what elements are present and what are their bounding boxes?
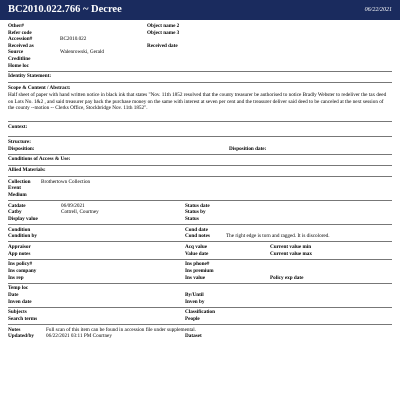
accession-label: Accession# <box>8 36 33 43</box>
appraisor-label: Appraisor <box>8 243 31 250</box>
divider <box>8 200 392 201</box>
condition-by-label: Condition by <box>8 233 37 240</box>
allied-materials-label: Allied Materials: <box>8 167 46 174</box>
divider <box>8 71 392 72</box>
notes-value: Full scan of this item can be found in accession file under supplemental. <box>46 326 196 333</box>
divider <box>8 324 392 325</box>
inventory-date-label: Inven date <box>8 298 32 305</box>
scope-content-text: Half sheet of paper with hand written notice in black ink that states "Nov. 11th 1852 resolved that the county treasurer be authorised to notice Bradly Webster to redeliver the tax deed on Lots No. 1&2 , and said treasurer pay back the purchase money on the same with interest at seven per cent and the treasurer deliver said deed to be canceled at the next session of the county --motion -- Clerks Office, Stockbridge Nov. 11th 1852". <box>8 92 387 112</box>
ins-policy-label: Ins policy# <box>8 261 33 268</box>
refer-code-label: Refer code <box>8 29 32 36</box>
ins-phone-label: Ins phone# <box>185 261 210 268</box>
app-notes-label: App notes <box>8 250 31 257</box>
collection-value: Brothertown Collection <box>41 178 91 185</box>
acq-value-label: Acq value <box>185 243 208 250</box>
classification-label: Classification <box>185 309 215 316</box>
cond-date-label: Cond date <box>185 226 208 233</box>
record-header <box>0 0 400 20</box>
divider <box>8 165 392 166</box>
current-value-max-label: Current value max <box>270 250 312 257</box>
catdate-label: Catdate <box>8 202 26 209</box>
divider <box>8 176 392 177</box>
temp-loc-label: Temp loc <box>8 285 29 292</box>
search-terms-label: Search terms <box>8 315 38 322</box>
context-label: Context: <box>8 123 28 130</box>
ins-rep-label: Ins rep <box>8 274 24 281</box>
date-label: Date <box>8 291 19 298</box>
collection-label: Collection <box>8 178 31 185</box>
other-number-label: Other# <box>8 23 24 29</box>
conditions-access-label: Conditions of Access & Use: <box>8 156 71 163</box>
notes-label: Notes <box>8 326 21 333</box>
updated-by-value: 06/22/2021 03:11 PM Courtney <box>46 333 112 340</box>
record-body <box>8 23 392 340</box>
status-by-label: Status by <box>185 209 206 216</box>
object-name-3-label: Object name 3 <box>147 29 180 36</box>
divider <box>8 154 392 155</box>
divider <box>8 121 392 122</box>
home-loc-label: Home loc <box>8 62 29 69</box>
divider <box>8 241 392 242</box>
policy-exp-date-label: Policy exp date <box>270 274 304 281</box>
divider <box>8 82 392 83</box>
divider <box>8 224 392 225</box>
received-date-label: Received date <box>147 42 178 49</box>
people-label: People <box>185 315 200 322</box>
status-date-label: Status date <box>185 202 210 209</box>
value-date-label: Value date <box>185 250 209 257</box>
ins-premium-label: Ins premium <box>185 267 214 274</box>
object-name-2-label: Object name 2 <box>147 23 180 29</box>
subjects-label: Subjects <box>8 309 27 316</box>
divider <box>8 136 392 137</box>
disposition-label: Disposition: <box>8 145 35 152</box>
catdate-value: 06/09/2021 <box>61 202 85 209</box>
disposition-date-label: Disposition date: <box>229 145 267 152</box>
source-label: Source <box>8 49 24 56</box>
by-until-label: By/Until <box>185 291 204 298</box>
record-title: BC2010.022.766 ~ Decree <box>8 4 122 15</box>
dataset-label: Dataset <box>185 333 202 340</box>
current-value-min-label: Current value min <box>270 243 312 250</box>
event-label: Event <box>8 185 21 192</box>
cond-notes-label: Cond notes <box>185 233 210 240</box>
divider <box>8 283 392 284</box>
record-date: 06/22/2021 <box>364 7 392 13</box>
divider <box>8 259 392 260</box>
display-value-label: Display value <box>8 215 38 222</box>
received-as-label: Received as <box>8 42 34 49</box>
medium-label: Medium <box>8 191 27 198</box>
accession-value: BC2010.022 <box>60 36 87 43</box>
scope-content-label: Scope & Content / Abstract: <box>8 84 71 91</box>
identity-statement-label: Identity Statement: <box>8 73 52 80</box>
updated-by-label: Updated/by <box>8 333 34 340</box>
cond-notes-value: The right edge is torn and ragged. It is discolored. <box>226 233 330 240</box>
ins-value-label: Ins value <box>185 274 206 281</box>
ins-company-label: Ins company <box>8 267 37 274</box>
catby-label: Catby <box>8 209 22 216</box>
catby-value: Cottrell, Courtney <box>61 209 99 216</box>
divider <box>8 307 392 308</box>
inventory-by-label: Inven by <box>185 298 205 305</box>
status-label: Status <box>185 215 199 222</box>
source-value: Walenrowski, Gerald <box>60 49 104 56</box>
creditline-label: Creditline <box>8 55 31 62</box>
condition-label: Condition <box>8 226 31 233</box>
structure-label: Structure: <box>8 138 31 145</box>
